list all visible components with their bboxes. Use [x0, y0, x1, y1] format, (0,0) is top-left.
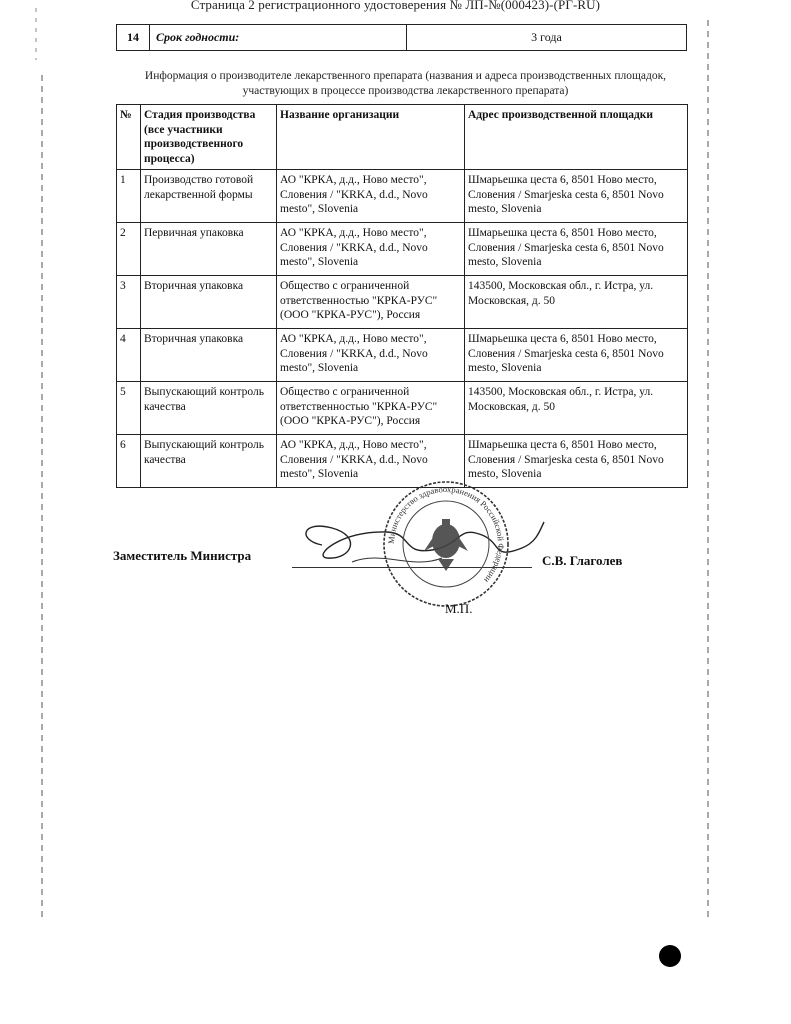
row-org: Общество с ограниченной ответственностью "КРКА-РУС" (ООО "КРКА-РУС"), Россия [277, 382, 465, 435]
manufacturer-table [116, 104, 688, 488]
row-address: Шмарьешка цеста 6, 8501 Ново место, Словения / Smarjeska cesta 6, 8501 Novo mesto, Slovenia [465, 435, 688, 488]
row-num: 4 [117, 329, 141, 382]
signer-position: Заместитель Министра [113, 548, 252, 563]
row-stage: Производство готовой лекарственной формы [141, 170, 277, 223]
row-address: Шмарьешка цеста 6, 8501 Ново место, Словения / Smarjeska cesta 6, 8501 Novo mesto, Slovenia [465, 223, 688, 276]
shelf-life-number: 14 [117, 25, 150, 50]
row-address: Шмарьешка цеста 6, 8501 Ново место, Словения / Smarjeska cesta 6, 8501 Novo mesto, Slovenia [465, 329, 688, 382]
row-org: АО "КРКА, д.д., Ново место", Словения / "KRKA, d.d., Novo mesto", Slovenia [277, 435, 465, 488]
table-row [117, 276, 688, 329]
header-stage: Стадия производства (все участники производственного процесса) [141, 105, 277, 170]
header-num: № [117, 105, 141, 170]
row-num: 6 [117, 435, 141, 488]
header-org: Название организации [277, 105, 465, 170]
row-num: 3 [117, 276, 141, 329]
scan-dot-mark [659, 945, 681, 967]
header-address: Адрес производственной площадки [465, 105, 688, 170]
table-row [117, 223, 688, 276]
stamp-place-label: М.П. [445, 601, 473, 616]
row-stage: Вторичная упаковка [141, 276, 277, 329]
row-address: Шмарьешка цеста 6, 8501 Ново место, Словения / Smarjeska cesta 6, 8501 Novo mesto, Slovenia [465, 170, 688, 223]
row-num: 1 [117, 170, 141, 223]
row-stage: Выпускающий контроль качества [141, 435, 277, 488]
shelf-life-row [116, 24, 687, 51]
row-num: 5 [117, 382, 141, 435]
row-org: Общество с ограниченной ответственностью "КРКА-РУС" (ООО "КРКА-РУС"), Россия [277, 276, 465, 329]
row-org: АО "КРКА, д.д., Ново место", Словения / "KRKA, d.d., Novo mesto", Slovenia [277, 223, 465, 276]
row-stage: Вторичная упаковка [141, 329, 277, 382]
page-header-title: Страница 2 регистрационного удостоверения № ЛП-№(000423)-(РГ-RU) [190, 0, 601, 12]
intro-line-2: участвующих в процессе производства лекарственного препарата) [242, 85, 569, 97]
intro-line-1: Информация о производителе лекарственного препарата (названия и адреса производственных площадок, [144, 70, 667, 82]
signer-name: С.В. Глаголев [542, 553, 623, 568]
row-address: 143500, Московская обл., г. Истра, ул. Московская, д. 50 [465, 276, 688, 329]
table-row [117, 170, 688, 223]
row-address: 143500, Московская обл., г. Истра, ул. Московская, д. 50 [465, 382, 688, 435]
shelf-life-label: Срок годности: [150, 25, 407, 50]
table-row [117, 382, 688, 435]
table-header-row [117, 105, 688, 170]
row-stage: Выпускающий контроль качества [141, 382, 277, 435]
table-row [117, 329, 688, 382]
shelf-life-value: 3 года [531, 30, 562, 44]
row-org: АО "КРКА, д.д., Ново место", Словения / "KRKA, d.d., Novo mesto", Slovenia [277, 329, 465, 382]
manufacturer-intro [118, 69, 693, 99]
seal-text: Министерство здравоохранения Российской Федерации [385, 483, 507, 586]
row-org: АО "КРКА, д.д., Ново место", Словения / "KRKA, d.d., Novo mesto", Slovenia [277, 170, 465, 223]
seal-emblem-icon [366, 479, 526, 609]
row-num: 2 [117, 223, 141, 276]
row-stage: Первичная упаковка [141, 223, 277, 276]
